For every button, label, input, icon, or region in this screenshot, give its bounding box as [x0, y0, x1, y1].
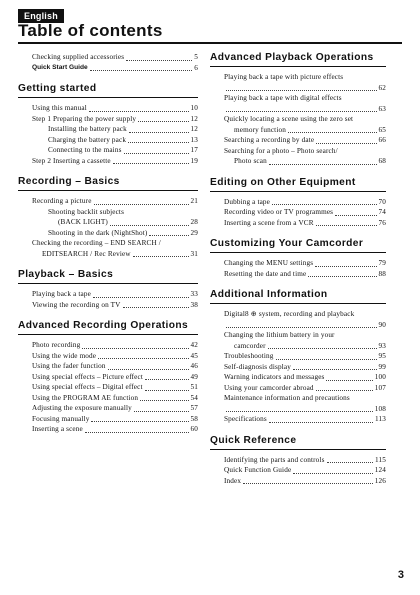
toc-entry[interactable] — [18, 351, 198, 362]
toc-entry[interactable] — [18, 63, 198, 74]
toc-entry-label: Recording video or TV programmes — [224, 208, 334, 216]
toc-entry-page: 68 — [378, 157, 386, 165]
leader-dots — [91, 421, 188, 422]
leader-dots — [226, 111, 377, 112]
toc-section — [210, 52, 386, 167]
section-heading: Recording – Basics — [18, 176, 198, 191]
leader-dots — [268, 348, 377, 349]
leader-dots — [133, 256, 189, 257]
toc-entry[interactable] — [210, 414, 386, 425]
toc-entry[interactable] — [18, 372, 198, 383]
leader-dots — [226, 411, 373, 412]
leader-dots — [288, 132, 377, 133]
toc-entry-page: 113 — [375, 415, 386, 423]
toc-entry-label: Playing back a tape — [32, 290, 91, 298]
toc-entry-line2 — [224, 104, 386, 115]
toc-entry[interactable] — [210, 258, 386, 269]
page-number: 3 — [397, 569, 404, 581]
toc-entry[interactable] — [18, 156, 198, 167]
toc-entry-page: 42 — [190, 341, 198, 349]
toc-entry-page: 99 — [378, 362, 386, 371]
leader-dots — [316, 390, 373, 391]
leader-dots — [123, 307, 189, 308]
toc-entry-label: Inserting a scene — [32, 425, 83, 433]
leader-dots — [93, 297, 189, 298]
toc-entry-label: Viewing the recording on TV — [32, 300, 121, 309]
toc-entry[interactable] — [210, 135, 386, 146]
toc-entry[interactable] — [210, 476, 386, 487]
leader-dots — [335, 215, 376, 216]
toc-entry[interactable] — [18, 238, 198, 259]
toc-entry-label: Shooting in the dark (NightShot) — [48, 228, 148, 237]
toc-entry-page: 95 — [378, 352, 386, 360]
toc-entry-page: 70 — [378, 197, 386, 206]
toc-entry-page: 51 — [190, 383, 198, 391]
toc-entry-page: 57 — [190, 404, 198, 412]
toc-entry-label: Self-diagnosis display — [224, 362, 291, 371]
toc-entry-label: Connecting to the mains — [48, 146, 122, 154]
toc-entry-line2 — [224, 320, 386, 331]
toc-entry-label: Warning indicators and messages — [224, 373, 325, 381]
toc-entry-page: 124 — [374, 466, 386, 474]
leader-dots — [145, 390, 189, 391]
toc-entry[interactable] — [18, 361, 198, 372]
toc-entry-label: Using special effects – Digital effect — [32, 383, 143, 391]
toc-entry[interactable] — [18, 124, 198, 135]
toc-entry[interactable] — [18, 207, 198, 228]
toc-entry[interactable] — [18, 300, 198, 311]
leader-dots — [126, 60, 192, 61]
toc-entry-line2 — [224, 125, 386, 136]
toc-entry-page: 76 — [378, 218, 386, 227]
toc-entry-line2 — [48, 217, 198, 228]
toc-entry-page: 60 — [190, 425, 198, 433]
toc-entry-label: Focusing manually — [32, 414, 90, 423]
toc-entry-page: 21 — [190, 197, 198, 205]
toc-entry[interactable] — [18, 403, 198, 414]
leader-dots — [269, 164, 377, 165]
toc-section — [18, 83, 198, 166]
toc-entry-label: Quick Function Guide — [224, 466, 292, 474]
toc-entry[interactable] — [18, 382, 198, 393]
leader-dots — [108, 369, 189, 370]
leader-dots — [226, 90, 377, 91]
leader-dots — [129, 132, 189, 133]
leader-dots — [226, 327, 377, 328]
right-column — [210, 52, 386, 496]
toc-entry-page: 65 — [378, 125, 386, 134]
leader-dots — [316, 143, 376, 144]
left-sections — [18, 83, 198, 435]
section-heading: Editing on Other Equipment — [210, 177, 386, 192]
toc-entry[interactable] — [18, 414, 198, 425]
toc-entry-page: 66 — [378, 136, 386, 144]
leader-dots — [98, 358, 188, 359]
toc-entry-page: 54 — [190, 393, 198, 402]
leader-dots — [90, 70, 193, 71]
toc-entry[interactable] — [210, 383, 386, 394]
leader-dots — [316, 225, 377, 226]
toc-entry-label-cont: Photo scan — [234, 157, 267, 165]
toc-entry-label: Searching a recording by date — [224, 136, 315, 144]
toc-entry-label: Step 1 Preparing the power supply — [32, 114, 137, 123]
toc-entry[interactable] — [210, 362, 386, 373]
toc-section — [210, 289, 386, 425]
toc-entry-label: Digital8 ⊕ system, recording and playback — [224, 310, 355, 318]
left-column — [18, 52, 198, 445]
page-title: Table of contents — [18, 21, 163, 40]
toc-section — [18, 269, 198, 310]
toc-entry[interactable] — [18, 145, 198, 156]
section-heading: Advanced Playback Operations — [210, 52, 386, 67]
intro-section — [18, 52, 198, 73]
toc-entry-page: 45 — [190, 351, 198, 360]
toc-entry-label: Specifications — [224, 415, 267, 423]
toc-entry-label: Shooting backlit subjects — [48, 207, 125, 216]
title-divider — [18, 42, 402, 44]
toc-entry-label: Checking the recording – END SEARCH / — [32, 239, 161, 247]
toc-entry-page: 58 — [190, 414, 198, 423]
leader-dots — [110, 225, 189, 226]
toc-entry-page: 90 — [378, 320, 386, 329]
leader-dots — [293, 369, 377, 370]
toc-entry-label-cont: (BACK LIGHT) — [58, 218, 108, 226]
toc-section — [210, 435, 386, 487]
toc-entry-label: Charging the battery pack — [48, 135, 127, 144]
toc-entry-label: Dubbing a tape — [224, 197, 271, 206]
leader-dots — [315, 266, 376, 267]
toc-entry[interactable] — [210, 197, 386, 208]
toc-entry-page: 12 — [190, 125, 198, 133]
toc-entry-label: Using this manual — [32, 104, 87, 112]
section-heading: Advanced Recording Operations — [18, 320, 198, 335]
leader-dots — [149, 235, 188, 236]
toc-entry-label: Using the fader function — [32, 362, 106, 370]
toc-entry[interactable] — [210, 455, 386, 466]
leader-dots — [293, 473, 372, 474]
toc-entry-line2 — [224, 404, 386, 415]
leader-dots — [128, 142, 188, 143]
toc-entry[interactable] — [18, 114, 198, 125]
section-heading: Quick Reference — [210, 435, 386, 450]
toc-entry-page: 107 — [374, 383, 386, 392]
leader-dots — [124, 153, 189, 154]
toc-entry[interactable] — [18, 103, 198, 114]
leader-dots — [138, 121, 188, 122]
toc-entry[interactable] — [210, 114, 386, 135]
toc-entry-page: 62 — [378, 83, 386, 92]
toc-entry[interactable] — [210, 351, 386, 362]
leader-dots — [82, 348, 188, 349]
toc-entry-page: 100 — [374, 373, 386, 381]
toc-entry-page: 5 — [194, 53, 198, 61]
toc-entry-label: Adjusting the exposure manually — [32, 404, 132, 412]
leader-dots — [327, 462, 374, 463]
toc-entry-page: 108 — [374, 404, 386, 413]
toc-entry[interactable] — [210, 309, 386, 330]
toc-entry-label: Changing the lithium battery in your — [224, 331, 335, 339]
toc-entry-label: Changing the MENU settings — [224, 259, 314, 267]
toc-entry-page: 74 — [378, 208, 386, 216]
leader-dots — [308, 276, 376, 277]
toc-entry[interactable] — [18, 289, 198, 300]
toc-entry-page: 10 — [190, 104, 198, 112]
leader-dots — [145, 379, 188, 380]
toc-entry-page: 17 — [190, 146, 198, 154]
toc-entry[interactable] — [18, 340, 198, 351]
toc-entry-label: Recording a picture — [32, 197, 92, 205]
toc-entry-page: 115 — [375, 455, 386, 464]
toc-entry[interactable] — [210, 218, 386, 229]
toc-entry-label: Step 2 Inserting a cassette — [32, 156, 111, 165]
toc-entry-label: Using the PROGRAM AE function — [32, 393, 139, 402]
section-heading: Getting started — [18, 83, 198, 98]
toc-entry-line2 — [32, 249, 198, 260]
toc-entry-label: Index — [224, 476, 242, 485]
toc-section — [210, 238, 386, 279]
toc-entry-page: 126 — [374, 476, 386, 485]
toc-entry[interactable] — [210, 72, 386, 93]
leader-dots — [276, 359, 377, 360]
toc-entry-line2 — [224, 341, 386, 352]
toc-entry-line2 — [224, 156, 386, 167]
toc-entry[interactable] — [210, 465, 386, 476]
section-heading: Playback – Basics — [18, 269, 198, 284]
toc-entry[interactable] — [18, 135, 198, 146]
toc-entry[interactable] — [210, 269, 386, 280]
toc-entry-label: Using special effects – Picture effect — [32, 372, 144, 381]
toc-entry-label: Checking supplied accessories — [32, 53, 125, 61]
toc-entry[interactable] — [210, 372, 386, 383]
leader-dots — [272, 204, 376, 205]
right-sections — [210, 52, 386, 486]
toc-entry-label: Playing back a tape with digital effects — [224, 94, 342, 102]
toc-section — [210, 177, 386, 229]
toc-entry-page: 93 — [378, 341, 386, 350]
leader-dots — [94, 204, 189, 205]
toc-entry[interactable] — [18, 393, 198, 404]
toc-entry-page: 13 — [190, 135, 198, 144]
toc-entry-label: Inserting a scene from a VCR — [224, 218, 314, 227]
leader-dots — [326, 380, 372, 381]
section-heading: Additional Information — [210, 289, 386, 304]
toc-entry-label: Photo recording — [32, 341, 81, 349]
toc-entry-label-cont: camcorder — [234, 341, 266, 350]
toc-entry[interactable] — [210, 393, 386, 414]
toc-entry[interactable] — [210, 330, 386, 351]
leader-dots — [134, 411, 189, 412]
leader-dots — [269, 422, 373, 423]
toc-entry-label: Maintenance information and precautions — [224, 394, 350, 402]
toc-entry-page: 88 — [378, 269, 386, 278]
toc-entry-label: Installing the battery pack — [48, 125, 127, 133]
toc-entry-label: Playing back a tape with picture effects — [224, 73, 344, 81]
toc-entry-label: Using your camcorder abroad — [224, 383, 314, 392]
toc-entry[interactable] — [210, 93, 386, 114]
toc-entry-page: 33 — [190, 290, 198, 298]
leader-dots — [89, 111, 189, 112]
toc-entry-label: Using the wide mode — [32, 351, 97, 360]
toc-section — [18, 320, 198, 435]
toc-entry-page: 12 — [190, 114, 198, 123]
toc-entry-page: 49 — [190, 372, 198, 381]
toc-entry-page: 38 — [190, 300, 198, 309]
toc-entry-label-cont: memory function — [234, 125, 286, 134]
toc-entry-page: 46 — [190, 362, 198, 370]
leader-dots — [140, 400, 188, 401]
toc-entry[interactable] — [210, 207, 386, 218]
toc-section — [18, 176, 198, 259]
toc-entry-page: 6 — [194, 63, 198, 72]
toc-entry-page: 28 — [190, 218, 198, 226]
language-tag: English — [18, 9, 64, 23]
toc-entry-page: 31 — [190, 249, 198, 258]
toc-entry-line2 — [224, 83, 386, 94]
toc-entry-page: 79 — [378, 259, 386, 267]
leader-dots — [243, 483, 373, 484]
toc-entry[interactable] — [18, 52, 198, 63]
toc-entry-label: Searching for a photo – Photo search/ — [224, 146, 338, 155]
toc-entry-page: 19 — [190, 156, 198, 165]
toc-entry-label: Quickly locating a scene using the zero set — [224, 115, 354, 123]
toc-entry-label: Identifying the parts and controls — [224, 455, 325, 464]
toc-entry-label: Quick Start Guide — [32, 63, 88, 71]
toc-entry[interactable] — [210, 146, 386, 167]
leader-dots — [85, 432, 189, 433]
toc-entry-label: Troubleshooting — [224, 352, 274, 360]
section-heading: Customizing Your Camcorder — [210, 238, 386, 253]
toc-entry-page: 29 — [190, 228, 198, 237]
toc-entry-label: Resetting the date and time — [224, 269, 307, 278]
toc-entry-label-cont: EDITSEARCH / Rec Review — [42, 249, 131, 258]
leader-dots — [113, 163, 189, 164]
toc-entry[interactable] — [18, 228, 198, 239]
toc-entry-page: 63 — [378, 104, 386, 113]
toc-entry[interactable] — [18, 424, 198, 435]
toc-entry[interactable] — [18, 196, 198, 207]
